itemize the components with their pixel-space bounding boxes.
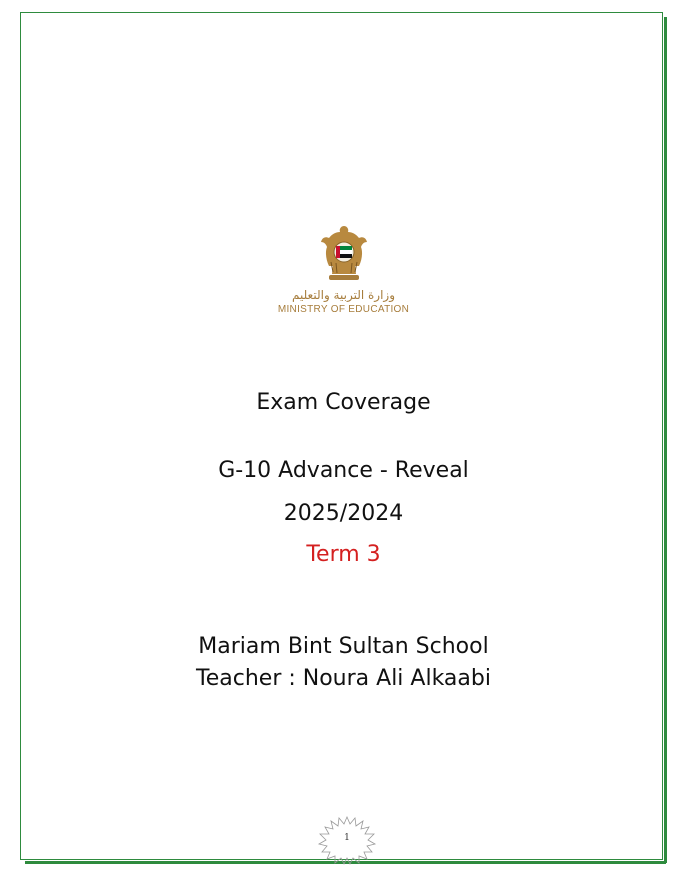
document-title: Exam Coverage	[256, 390, 431, 415]
course-name: G-10 Advance - Reveal	[218, 458, 469, 483]
ministry-logo	[0, 222, 687, 315]
teacher-name: Teacher : Noura Ali Alkaabi	[196, 666, 491, 691]
page-border	[20, 12, 663, 860]
page-number-seal	[312, 815, 382, 865]
school-name: Mariam Bint Sultan School	[198, 634, 489, 659]
ministry-name-english: MINISTRY OF EDUCATION	[277, 304, 410, 315]
academic-year: 2025/2024	[283, 501, 404, 526]
ministry-name-arabic: وزارة التربية والتعليم	[291, 288, 396, 302]
term-label: Term 3	[306, 542, 381, 567]
uae-emblem-icon	[319, 222, 369, 284]
page-number: 1	[344, 833, 350, 843]
